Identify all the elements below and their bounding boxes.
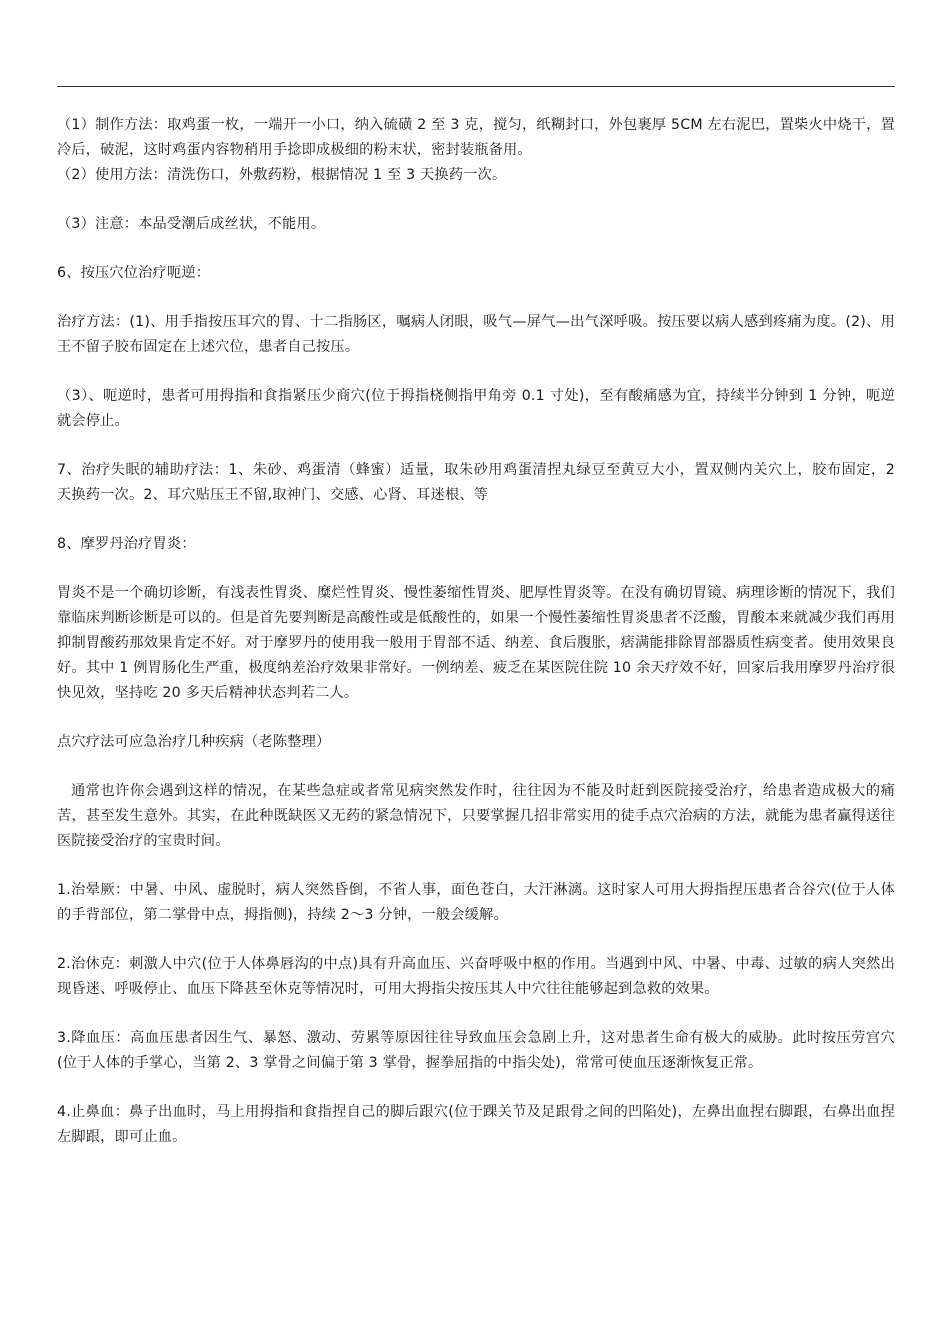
- paragraph-insomnia-therapy: 7、治疗失眠的辅助疗法：1、朱砂、鸡蛋清（蜂蜜）适量，取朱砂用鸡蛋清捏丸绿豆至黄豆大小，置双侧内关穴上，胶布固定，2 天换药一次。2、耳穴贴压王不留,取神门、交感、心肾、耳迷根、等: [57, 462, 895, 503]
- paragraph-gastritis-discussion: 胃炎不是一个确切诊断，有浅表性胃炎、糜烂性胃炎、慢性萎缩性胃炎、肥厚性胃炎等。在没有确切胃镜、病理诊断的情况下，我们靠临床判断诊断是可以的。但是首先要判断是高酸性或是低酸性的，如果一个慢性萎缩性胃炎患者不泛酸，胃酸本来就减少我们再用抑制胃酸药那效果肯定不好。对于摩罗丹的使用我一般用于胃部不适、纳差、食后腹胀，痞满能排除胃部器质性病变者。使用效果良好。其中 1 例胃肠化生严重，极度纳差治疗效果非常好。一例纳差、疲乏在某医院住院 10 余天疗效不好，回家后我用摩罗丹治疗很快见效，坚持吃 20 多天后精神状态判若二人。: [57, 585, 895, 701]
- paragraph-hiccup-shaoshang: （3）、呃逆时，患者可用拇指和食指紧压少商穴(位于拇指桡侧指甲角旁 0.1 寸处)，至有酸痛感为宜，持续半分钟到 1 分钟，呃逆就会停止。: [57, 388, 895, 429]
- paragraph-nosebleed: 4.止鼻血：鼻子出血时，马上用拇指和食指捏自己的脚后跟穴(位于踝关节及足跟骨之间的凹陷处)，左鼻出血捏右脚跟，右鼻出血捏左脚跟，即可止血。: [57, 1104, 895, 1145]
- paragraph-shock: 2.治休克：刺激人中穴(位于人体鼻唇沟的中点)具有升高血压、兴奋呼吸中枢的作用。当遇到中风、中暑、中毒、过敏的病人突然出现昏迷、呼吸停止、血压下降甚至休克等情况时，可用大拇指尖按压其人中穴往往能够起到急救的效果。: [57, 956, 895, 997]
- paragraph-acupoint-intro: 通常也许你会遇到这样的情况，在某些急症或者常见病突然发作时，往往因为不能及时赶到医院接受治疗，给患者造成极大的痛苦，甚至发生意外。其实，在此种既缺医又无药的紧急情况下，只要掌握几招非常实用的徒手点穴治病的方法，就能为患者赢得送往医院接受治疗的宝贵时间。: [57, 783, 895, 849]
- paragraph-preparation-method: （1）制作方法：取鸡蛋一枚，一端开一小口，纳入硫磺 2 至 3 克，搅匀，纸糊封口，外包裹厚 5CM 左右泥巴，置柴火中烧干，置冷后，破泥，这时鸡蛋内容物稍用手捻即成极细的粉末状，密封装瓶备用。: [57, 117, 895, 158]
- paragraph-syncope: 1.治晕厥：中暑、中风、虚脱时，病人突然昏倒，不省人事，面色苍白，大汗淋漓。这时家人可用大拇指捏压患者合谷穴(位于人体的手背部位，第二掌骨中点，拇指侧)，持续 2～3 分钟，一般会缓解。: [57, 882, 895, 923]
- paragraph-caution: （3）注意：本品受潮后成丝状，不能用。: [57, 216, 326, 232]
- paragraph-usage-method: （2）使用方法：清洗伤口，外敷药粉，根据情况 1 至 3 天换药一次。: [57, 167, 507, 183]
- heading-moluodan-gastritis: 8、摩罗丹治疗胃炎：: [57, 536, 196, 552]
- paragraph-hiccup-treatment: 治疗方法：(1)、用手指按压耳穴的胃、十二指肠区，嘱病人闭眼，吸气—屏气—出气深呼吸。按压要以病人感到疼痛为度。(2)、用王不留子胶布固定在上述穴位，患者自己按压。: [57, 314, 895, 355]
- heading-acupoint-emergency: 点穴疗法可应急治疗几种疾病（老陈整理）: [57, 734, 331, 750]
- heading-hiccup-acupressure: 6、按压穴位治疗呃逆：: [57, 265, 211, 281]
- document-body: [57, 113, 895, 1150]
- header-rule: [57, 86, 895, 87]
- paragraph-blood-pressure: 3.降血压：高血压患者因生气、暴怒、激动、劳累等原因往往导致血压会急剧上升，这对患者生命有极大的威胁。此时按压劳宫穴(位于人体的手掌心，当第 2、3 掌骨之间偏于第 3 掌骨，握拳屈指的中指尖处)，常常可使血压逐渐恢复正常。: [57, 1030, 895, 1071]
